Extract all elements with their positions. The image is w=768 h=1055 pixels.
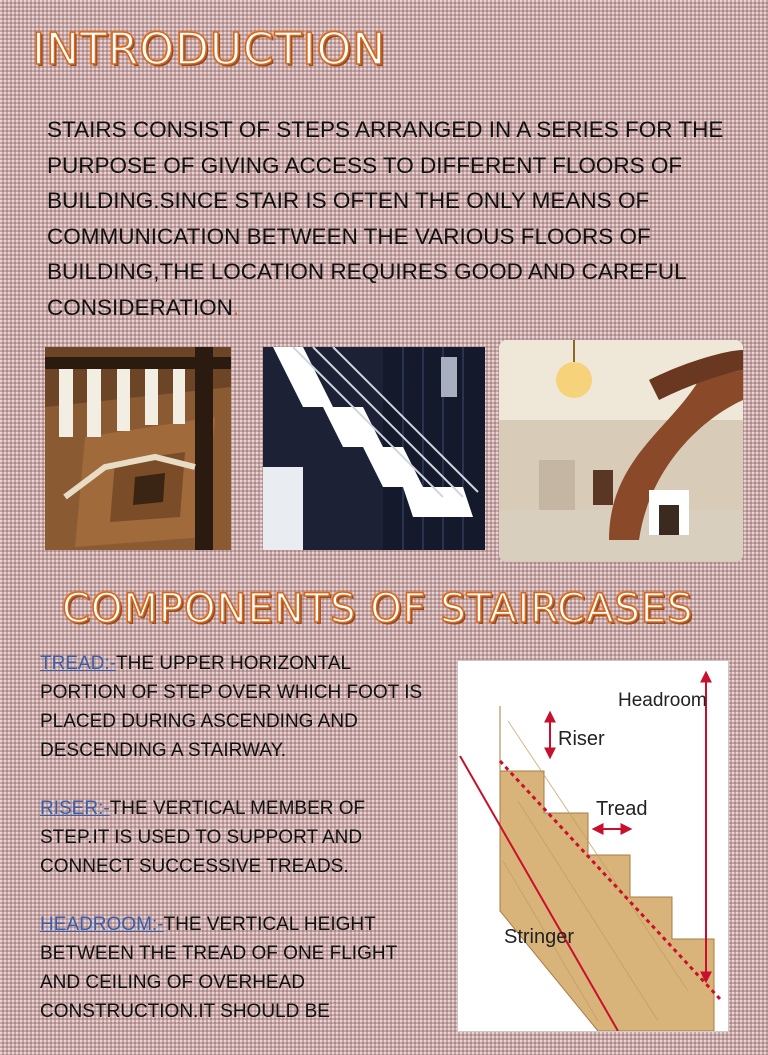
definition-tread-text: THE UPPER HORIZONTAL PORTION OF STEP OVER WHICH FOOT IS PLACED DURING ASCENDING AND DESCENDING A STAIRWAY.	[40, 653, 423, 761]
intro-end-mark: .	[232, 294, 240, 320]
definitions-list	[40, 649, 430, 1055]
label-tread: Tread	[596, 798, 648, 820]
definition-riser-text: THE VERTICAL MEMBER OF STEP.IT IS USED TO SUPPORT AND CONNECT SUCCESSIVE TREADS.	[40, 798, 366, 877]
definition-headroom	[40, 910, 430, 1026]
intro-paragraph	[47, 112, 737, 325]
staircase-diagram	[457, 660, 729, 1032]
curved-stair-photo	[499, 340, 743, 562]
term-headroom: HEADROOM:-	[40, 914, 164, 935]
intro-title: INTRODUCTION	[32, 24, 387, 75]
term-tread: TREAD:-	[40, 653, 116, 674]
stairwell-photo	[45, 347, 231, 550]
definition-tread	[40, 649, 430, 765]
intro-text: STAIRS CONSIST OF STEPS ARRANGED IN A SERIES FOR THE PURPOSE OF GIVING ACCESS TO DIFFERENT FLOORS OF BUILDING.SINCE STAIR IS OFTEN THE ONLY MEANS OF COMMUNICATION BETWEEN THE VARIOUS FLOORS OF BUILDING,THE LOCATION REQUIRES GOOD AND CAREFUL CONSIDERATION	[47, 117, 724, 320]
components-title: COMPONENTS OF STAIRCASES	[62, 586, 694, 632]
modern-stair-photo	[263, 347, 485, 550]
label-stringer: Stringer	[504, 926, 575, 948]
label-riser: Riser	[558, 728, 605, 750]
definition-headroom-text: THE VERTICAL HEIGHT BETWEEN THE TREAD OF ONE FLIGHT AND CEILING OF OVERHEAD CONSTRUCTION.IT SHOULD BE	[40, 914, 397, 1022]
definition-riser	[40, 794, 430, 881]
term-riser: RISER:-	[40, 798, 110, 819]
label-headroom: Headroom	[618, 690, 707, 711]
